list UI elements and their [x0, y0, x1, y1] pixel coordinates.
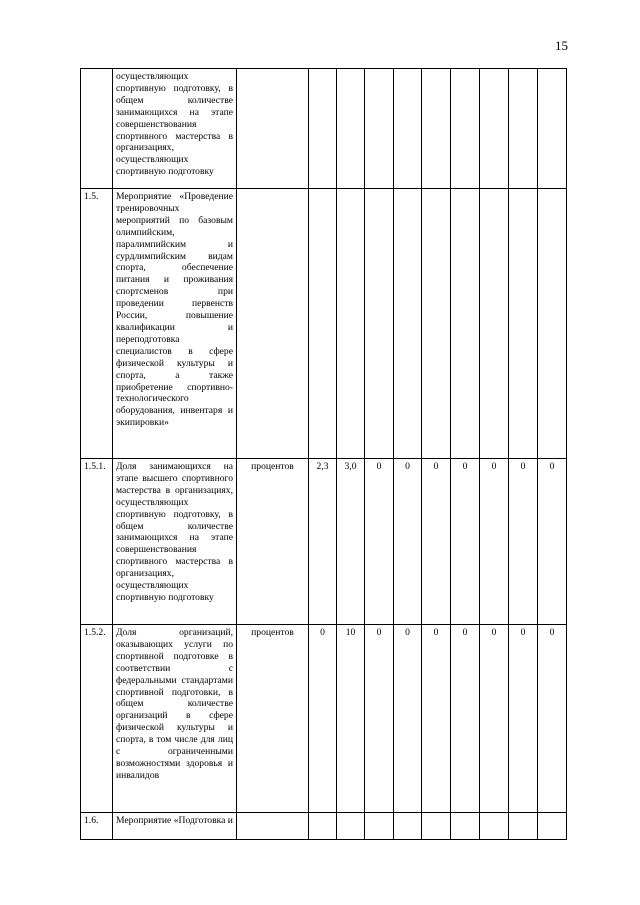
value-cell: [480, 69, 509, 189]
value-cell: [422, 813, 451, 840]
table-row: [81, 459, 567, 625]
value-cell: [451, 69, 480, 189]
value-cell: 0: [509, 459, 538, 625]
indicator-name-cell: Мероприятие «Подготовка и: [113, 813, 237, 840]
value-cell: [309, 813, 337, 840]
value-cell: 0: [394, 459, 422, 625]
unit-cell: процентов: [237, 459, 309, 625]
row-number-cell: 1.5.1.: [81, 459, 113, 625]
indicator-name-cell: Доля организаций, оказывающих услуги по спортивной подготовке в соответствии с федеральными стандартами спортивной подготовки, в общем количестве организаций в сфере физической культуры и спорта, в том числе для лиц с ограниченными возможностями здоровья и инвалидов: [113, 625, 237, 813]
value-cell: [394, 69, 422, 189]
table-row: [81, 625, 567, 813]
value-cell: 0: [538, 625, 567, 813]
value-cell: 0: [538, 459, 567, 625]
value-cell: 0: [365, 625, 394, 813]
value-cell: [509, 813, 538, 840]
value-cell: [337, 189, 365, 459]
value-cell: 0: [394, 625, 422, 813]
value-cell: 0: [480, 459, 509, 625]
value-cell: [538, 69, 567, 189]
value-cell: [451, 189, 480, 459]
table-row: [81, 189, 567, 459]
value-cell: [509, 69, 538, 189]
table-row: [81, 813, 567, 840]
value-cell: [480, 189, 509, 459]
value-cell: 0: [422, 459, 451, 625]
indicator-name-cell: Доля занимающихся на этапе высшего спортивного мастерства в организациях, осуществляющих спортивную подготовку, в общем количестве занимающихся на этапе совершенствования спортивного мастерства в организациях, осуществляющих спортивную подготовку: [113, 459, 237, 625]
value-cell: 3,0: [337, 459, 365, 625]
unit-cell: [237, 813, 309, 840]
value-cell: [451, 813, 480, 840]
unit-cell: [237, 69, 309, 189]
value-cell: [337, 813, 365, 840]
indicators-table: [80, 68, 567, 840]
value-cell: 0: [309, 625, 337, 813]
unit-cell: процентов: [237, 625, 309, 813]
row-number-cell: 1.5.: [81, 189, 113, 459]
value-cell: [538, 189, 567, 459]
page-number: 15: [555, 38, 568, 53]
value-cell: 0: [451, 625, 480, 813]
value-cell: [309, 69, 337, 189]
value-cell: [480, 813, 509, 840]
value-cell: [422, 69, 451, 189]
value-cell: [394, 189, 422, 459]
row-number-cell: 1.5.2.: [81, 625, 113, 813]
value-cell: [309, 189, 337, 459]
indicator-name-cell: осуществляющих спортивную подготовку, в общем количестве занимающихся на этапе совершенствования спортивного мастерства в организациях, осуществляющих спортивную подготовку: [113, 69, 237, 189]
value-cell: 2,3: [309, 459, 337, 625]
value-cell: [337, 69, 365, 189]
unit-cell: [237, 189, 309, 459]
value-cell: [509, 189, 538, 459]
value-cell: [365, 813, 394, 840]
value-cell: 10: [337, 625, 365, 813]
value-cell: 0: [480, 625, 509, 813]
value-cell: 0: [365, 459, 394, 625]
row-number-cell: [81, 69, 113, 189]
indicator-name-cell: Мероприятие «Проведение тренировочных мероприятий по базовым олимпийским, паралимпийским и сурдлимпийским видам спорта, обеспечение питания и проживания спортсменов при проведении первенств России, повышение квалификации и переподготовка специалистов в сфере физической культуры и спорта, а также приобретение спортивно-технологического оборудования, инвентаря и экипировки»: [113, 189, 237, 459]
value-cell: [365, 189, 394, 459]
value-cell: [365, 69, 394, 189]
value-cell: 0: [509, 625, 538, 813]
value-cell: [394, 813, 422, 840]
table-row: [81, 69, 567, 189]
value-cell: 0: [422, 625, 451, 813]
value-cell: [538, 813, 567, 840]
row-number-cell: 1.6.: [81, 813, 113, 840]
value-cell: 0: [451, 459, 480, 625]
value-cell: [422, 189, 451, 459]
